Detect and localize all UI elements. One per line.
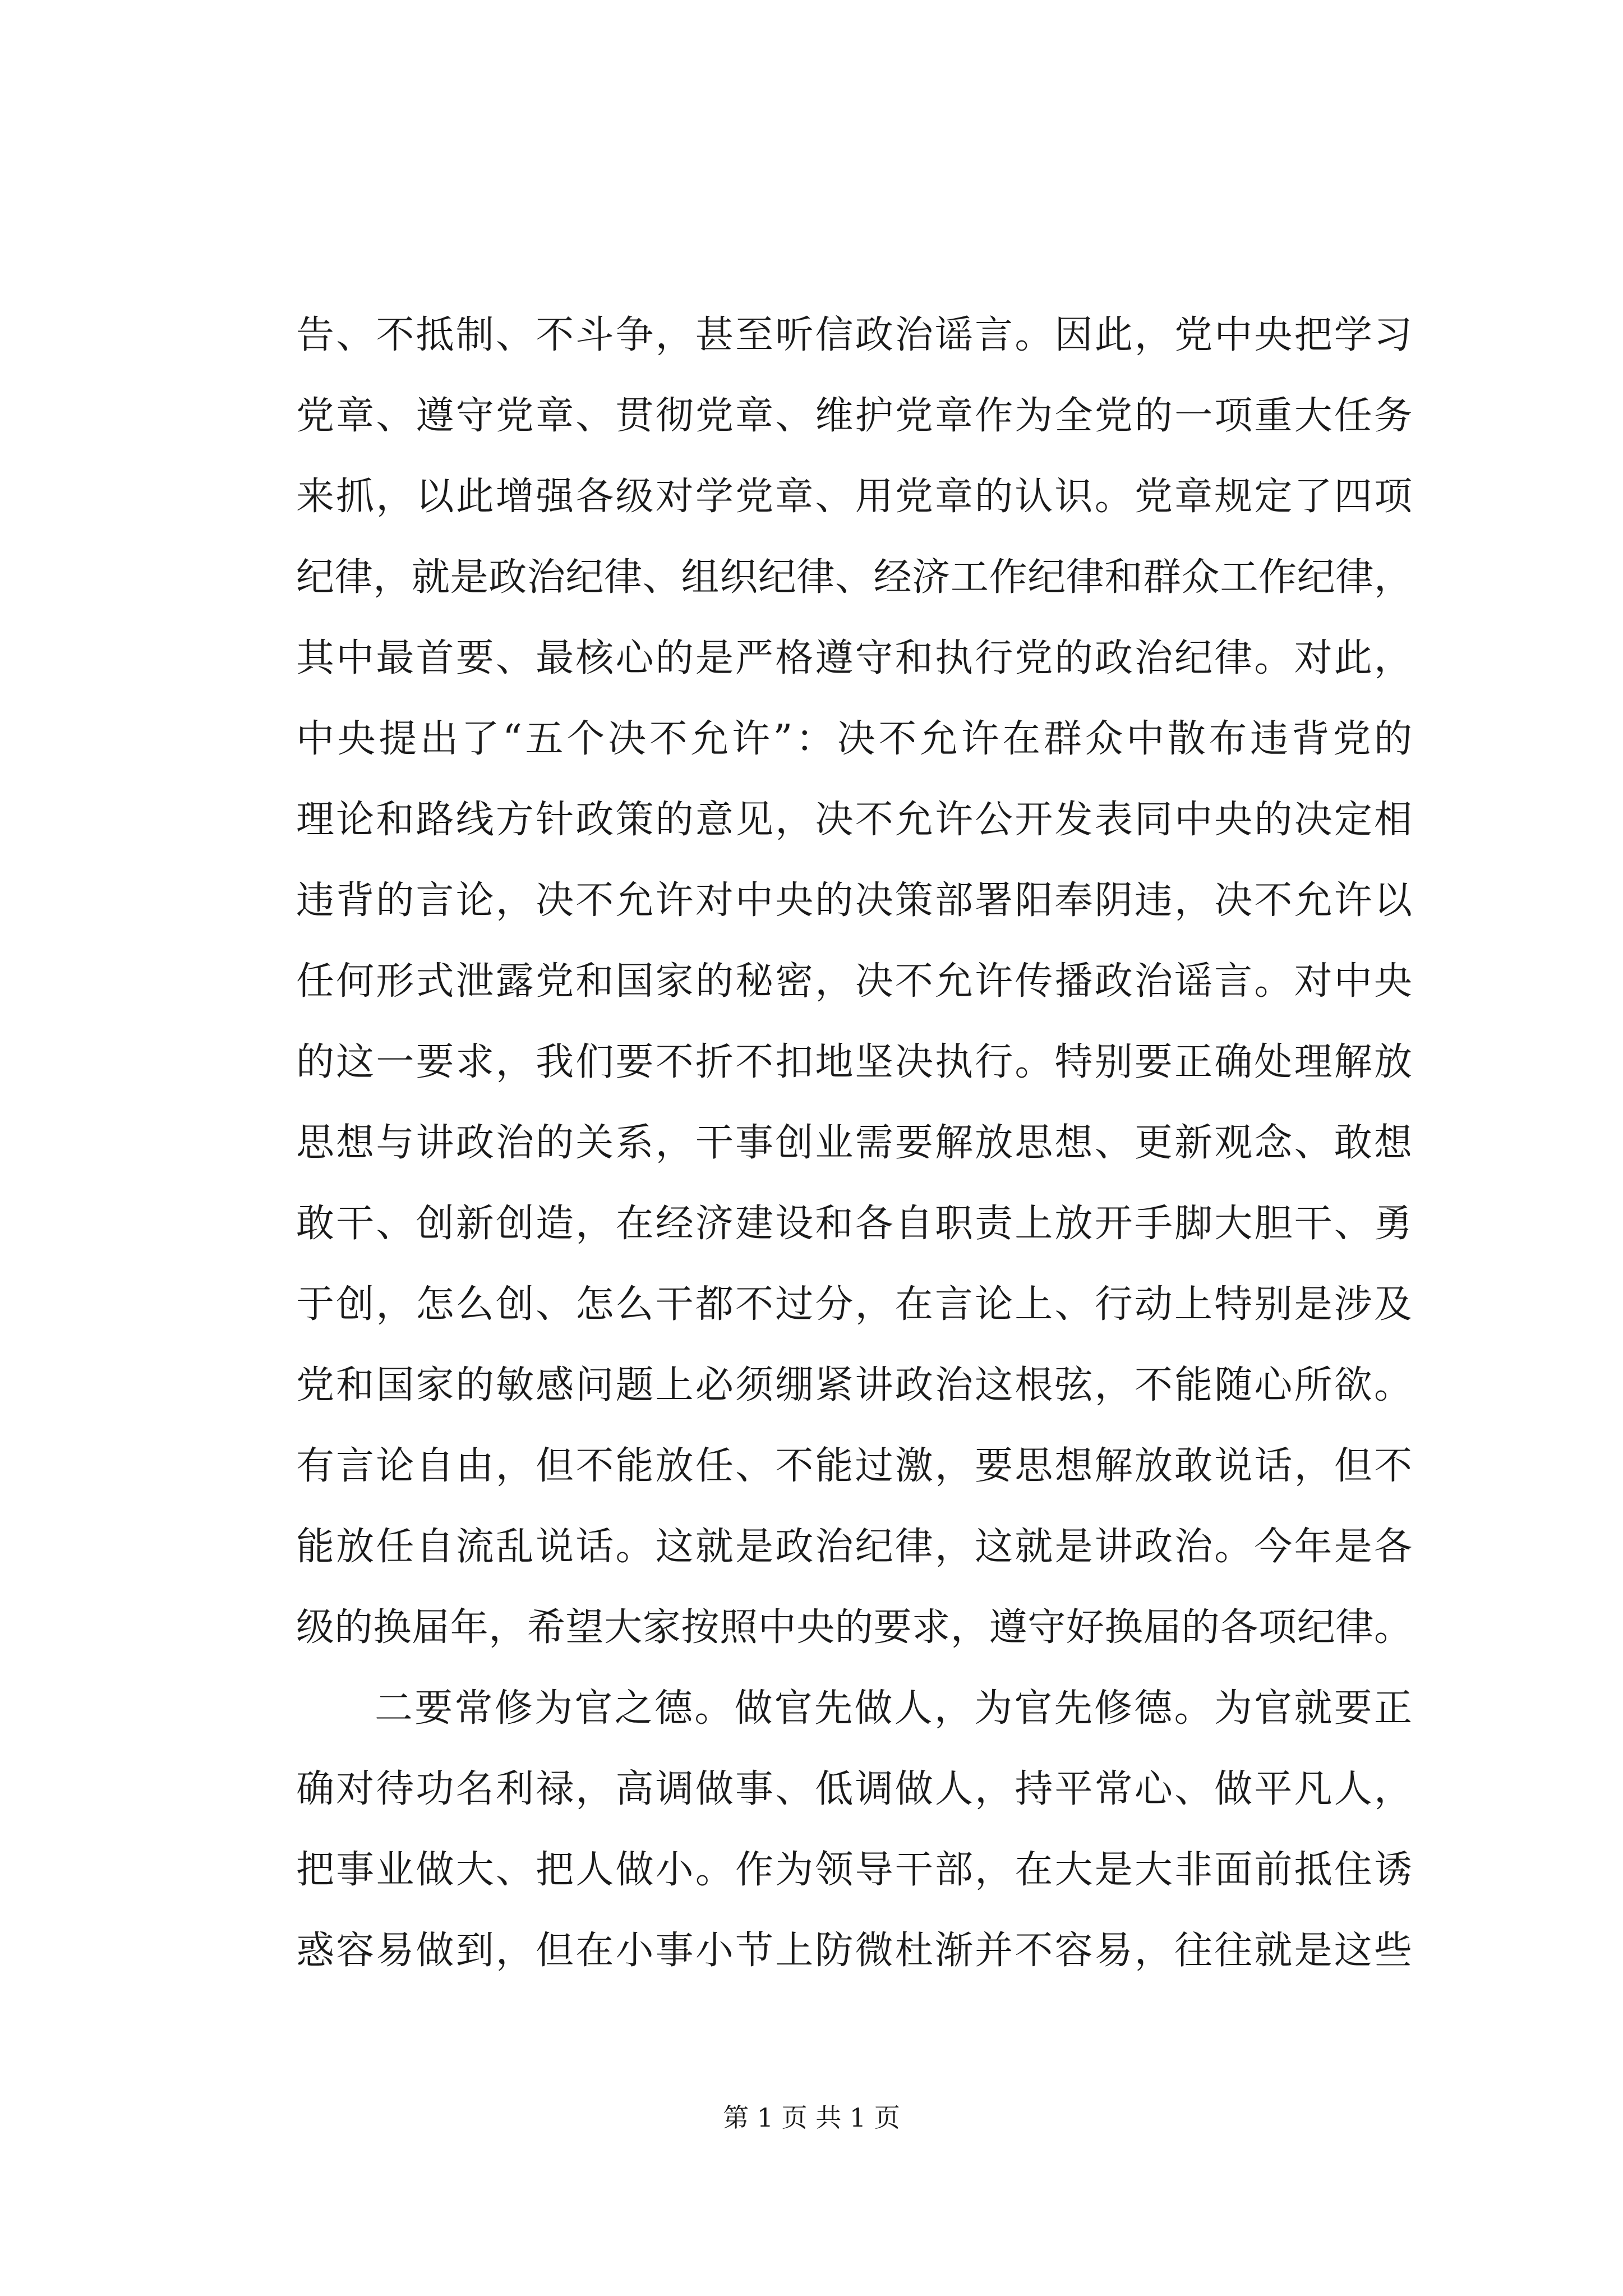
text-line: 理论和路线方针政策的意见，决不允许公开发表同中央的决定相: [296, 798, 1412, 842]
text-line: 其中最首要、最核心的是严格遵守和执行党的政治纪律。对此，: [296, 636, 1412, 680]
text-line: 告、不抵制、不斗争，甚至听信政治谣言。因此，党中央把学习: [296, 313, 1412, 357]
text-line: 确对待功名利禄，高调做事、低调做人，持平常心、做平凡人，: [296, 1767, 1412, 1811]
text-line: 惑容易做到，但在小事小节上防微杜渐并不容易，往往就是这些: [296, 1929, 1412, 1973]
text-line: 能放任自流乱说话。这就是政治纪律，这就是讲政治。今年是各: [296, 1525, 1412, 1569]
text-line: 级的换届年，希望大家按照中央的要求，遵守好换届的各项纪律。: [296, 1605, 1412, 1650]
text-line: 违背的言论，决不允许对中央的决策部署阳奉阴违，决不允许以: [296, 878, 1412, 923]
text-line: 敢干、创新创造，在经济建设和各自职责上放开手脚大胆干、勇: [296, 1202, 1412, 1246]
text-line: 有言论自由，但不能放任、不能过激，要思想解放敢说话，但不: [296, 1444, 1412, 1488]
text-line: 思想与讲政治的关系，干事创业需要解放思想、更新观念、敢想: [296, 1121, 1412, 1165]
text-line: 任何形式泄露党和国家的秘密，决不允许传播政治谣言。对中央: [296, 959, 1412, 1004]
text-line: 于创，怎么创、怎么干都不过分，在言论上、行动上特别是涉及: [296, 1282, 1412, 1327]
text-line: 来抓，以此增强各级对学党章、用党章的认识。党章规定了四项: [296, 475, 1412, 519]
text-line: 中央提出了“五个决不允许”：决不允许在群众中散布违背党的: [296, 717, 1412, 761]
text-line: 党章、遵守党章、贯彻党章、维护党章作为全党的一项重大任务: [296, 394, 1412, 438]
text-line: 党和国家的敏感问题上必须绷紧讲政治这根弦，不能随心所欲。: [296, 1363, 1412, 1407]
text-line: 的这一要求，我们要不折不扣地坚决执行。特别要正确处理解放: [296, 1040, 1412, 1084]
page-number-footer: 第 1 页 共 1 页: [723, 2102, 900, 2133]
text-line: 纪律，就是政治纪律、组织纪律、经济工作纪律和群众工作纪律，: [296, 555, 1412, 600]
paragraph-start-line: 二要常修为官之德。做官先做人，为官先修德。为官就要正: [375, 1686, 1412, 1731]
text-line: 把事业做大、把人做小。作为领导干部，在大是大非面前抵住诱: [296, 1848, 1412, 1892]
